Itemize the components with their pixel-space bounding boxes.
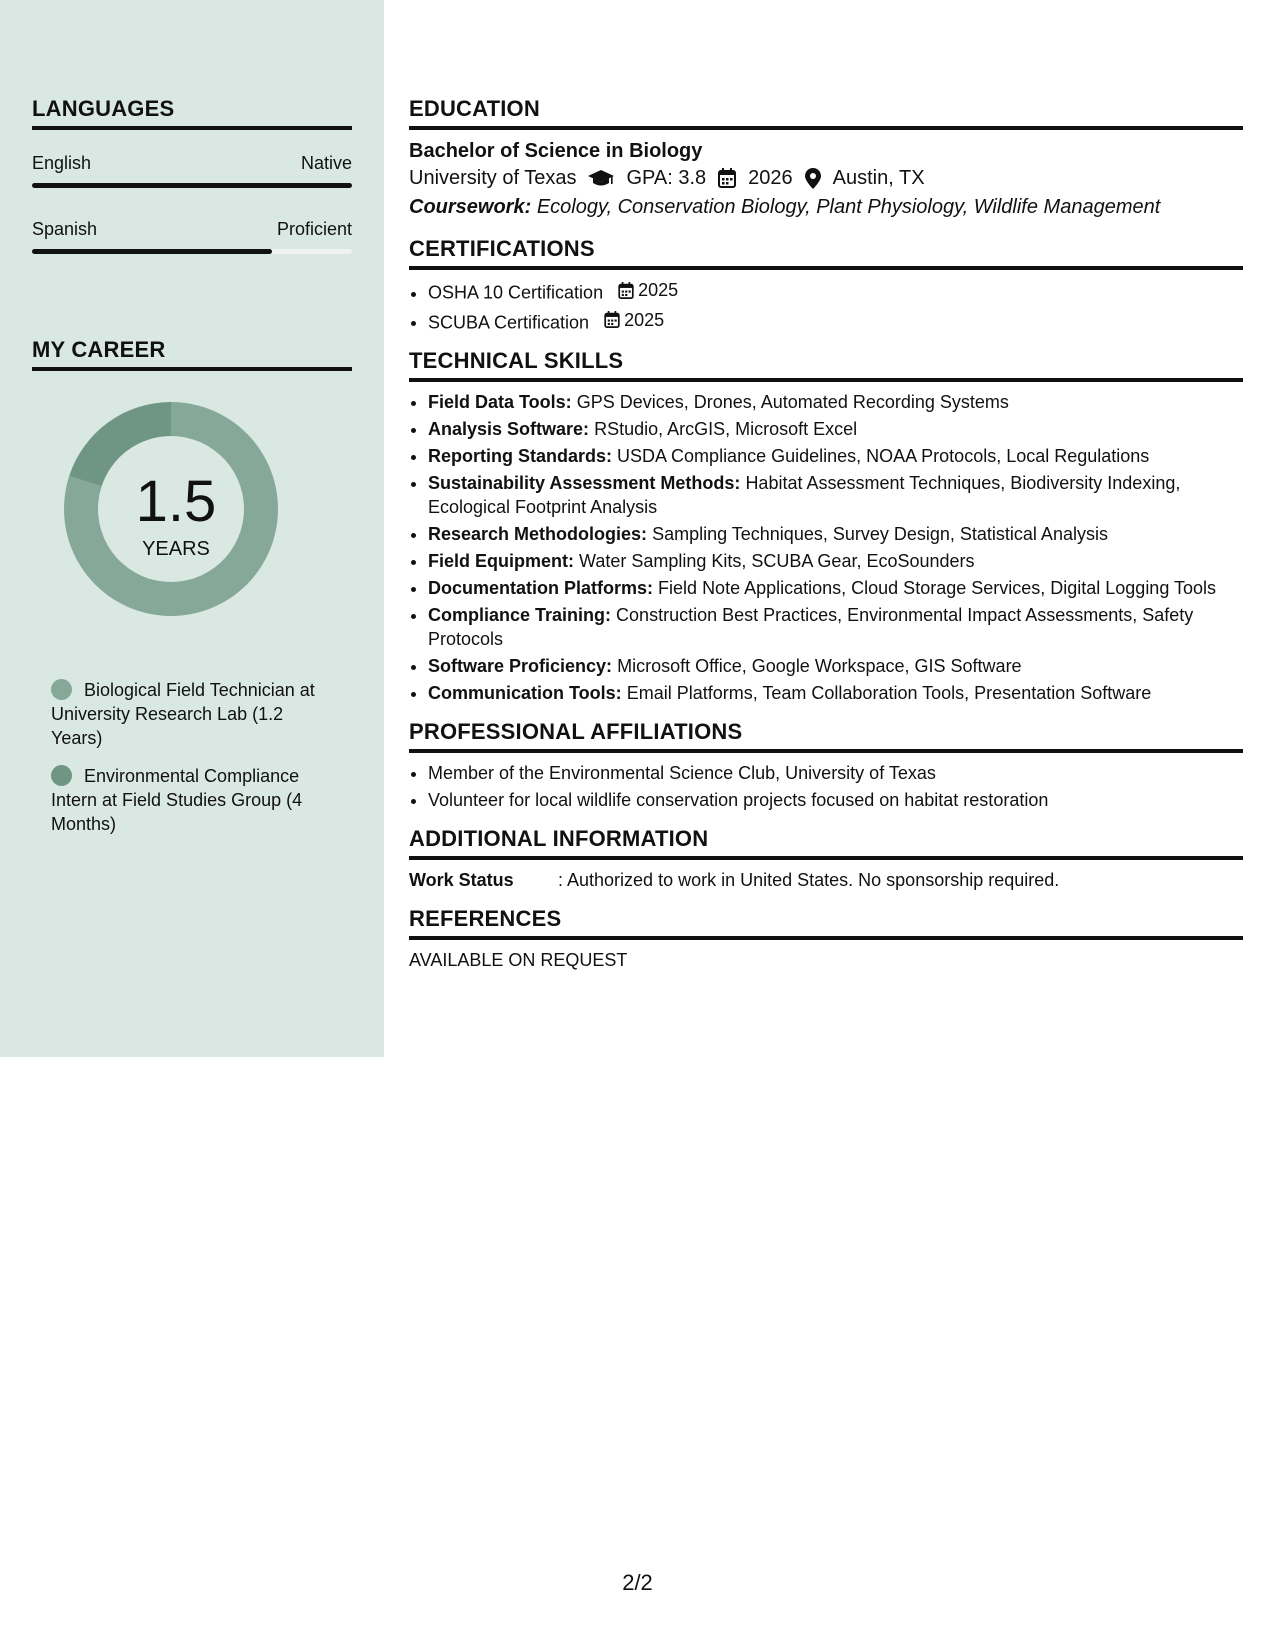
skill-item bbox=[428, 471, 1243, 519]
skill-category: Documentation Platforms: bbox=[428, 578, 654, 598]
additional-info-section bbox=[409, 826, 1243, 892]
career-legend-label: Biological Field Technician at University Research Lab (1.2 Years) bbox=[51, 680, 315, 748]
skill-item bbox=[428, 654, 1243, 678]
education-details bbox=[409, 164, 1243, 192]
page-number: 2/2 bbox=[622, 1570, 653, 1595]
legend-dot-icon bbox=[51, 765, 72, 786]
references-section bbox=[409, 906, 1243, 972]
legend-dot-icon bbox=[51, 679, 72, 700]
language-level: Proficient bbox=[276, 219, 352, 239]
skill-category: Field Equipment: bbox=[428, 551, 574, 571]
references-text: AVAILABLE ON REQUEST bbox=[409, 950, 628, 970]
career-legend-item bbox=[51, 764, 321, 836]
affiliation-item: • Volunteer for local wildlife conservation projects focused on habitat restoration bbox=[428, 788, 1243, 812]
languages-section bbox=[32, 96, 352, 254]
references-title: REFERENCES bbox=[409, 906, 1243, 940]
language-name: Spanish bbox=[32, 219, 98, 239]
degree-name: Bachelor of Science in Biology bbox=[409, 140, 703, 162]
language-proficiency-fill bbox=[32, 249, 272, 254]
technical-skills-section bbox=[409, 348, 1243, 705]
work-status-row bbox=[409, 868, 1243, 892]
certification-year: 2025 bbox=[638, 280, 679, 300]
calendar-icon bbox=[618, 282, 634, 299]
language-proficiency-fill bbox=[32, 183, 352, 188]
skill-values: Field Note Applications, Cloud Storage Services, Digital Logging Tools bbox=[658, 578, 1217, 598]
skill-values: Sampling Techniques, Survey Design, Statistical Analysis bbox=[652, 524, 1108, 544]
skill-item bbox=[428, 603, 1243, 651]
additional-info-title: ADDITIONAL INFORMATION bbox=[409, 826, 1243, 860]
skill-values: Water Sampling Kits, SCUBA Gear, EcoSounders bbox=[579, 551, 975, 571]
graduation-year: 2026 bbox=[748, 167, 793, 189]
coursework-list: Ecology, Conservation Biology, Plant Physiology, Wildlife Management bbox=[536, 196, 1161, 218]
skill-item bbox=[428, 576, 1243, 600]
education-section bbox=[409, 96, 1243, 222]
skill-values: GPS Devices, Drones, Automated Recording Systems bbox=[576, 392, 1009, 412]
career-donut bbox=[32, 401, 352, 651]
skill-category: Compliance Training: bbox=[428, 605, 612, 625]
calendar-icon bbox=[604, 311, 620, 328]
skill-category: Reporting Standards: bbox=[428, 446, 613, 466]
work-status-value: : Authorized to work in United States. No sponsorship required. bbox=[558, 870, 1060, 890]
skill-item bbox=[428, 549, 1243, 573]
career-legend-item bbox=[51, 678, 321, 750]
skill-item bbox=[428, 390, 1243, 414]
certification-item bbox=[428, 278, 1243, 305]
career-section bbox=[32, 337, 352, 836]
career-legend bbox=[32, 678, 352, 836]
certifications-section bbox=[409, 236, 1243, 334]
certification-year: 2025 bbox=[624, 309, 665, 330]
language-level: Native bbox=[300, 153, 352, 173]
location: Austin, TX bbox=[832, 167, 925, 189]
calendar-icon bbox=[718, 168, 736, 188]
certification-name: OSHA 10 Certification bbox=[428, 282, 604, 303]
affiliation-item: • Member of the Environmental Science Club, University of Texas bbox=[428, 761, 1243, 785]
graduation-cap-icon bbox=[588, 168, 614, 188]
career-legend-label: Environmental Compliance Intern at Field Studies Group (4 Months) bbox=[51, 766, 303, 834]
education-title: EDUCATION bbox=[409, 96, 1243, 130]
career-total-unit: YEARS bbox=[142, 538, 210, 560]
certification-item bbox=[428, 308, 1243, 335]
coursework bbox=[409, 192, 1243, 222]
skill-values: USDA Compliance Guidelines, NOAA Protocols, Local Regulations bbox=[617, 446, 1150, 466]
affiliations-title: PROFESSIONAL AFFILIATIONS bbox=[409, 719, 1243, 753]
skill-category: Software Proficiency: bbox=[428, 656, 613, 676]
skill-category: Analysis Software: bbox=[428, 419, 590, 439]
technical-skills-title: TECHNICAL SKILLS bbox=[409, 348, 1243, 382]
skill-category: Research Methodologies: bbox=[428, 524, 648, 544]
coursework-label: Coursework: bbox=[409, 196, 532, 218]
skill-item bbox=[428, 444, 1243, 468]
certifications-title: CERTIFICATIONS bbox=[409, 236, 1243, 270]
skill-item bbox=[428, 417, 1243, 441]
career-title: MY CAREER bbox=[32, 337, 352, 371]
location-pin-icon bbox=[805, 168, 821, 189]
languages-title: LANGUAGES bbox=[32, 96, 352, 130]
skill-values: Habitat Assessment Techniques, Biodiversity Indexing, Ecological Footprint Analysis bbox=[428, 473, 1181, 517]
language-proficiency-bar bbox=[32, 183, 352, 188]
skill-values: RStudio, ArcGIS, Microsoft Excel bbox=[594, 419, 858, 439]
skill-values: Email Platforms, Team Collaboration Tools, Presentation Software bbox=[626, 683, 1152, 703]
skill-category: Sustainability Assessment Methods: bbox=[428, 473, 741, 493]
affiliations-section bbox=[409, 719, 1243, 812]
career-total-value: 1.5 bbox=[135, 469, 217, 534]
skill-values: Microsoft Office, Google Workspace, GIS Software bbox=[617, 656, 1022, 676]
sidebar bbox=[0, 0, 384, 1057]
skill-item bbox=[428, 522, 1243, 546]
school-name: University of Texas bbox=[409, 167, 577, 189]
skill-category: Field Data Tools: bbox=[428, 392, 572, 412]
main-content bbox=[409, 96, 1243, 986]
language-item bbox=[32, 218, 352, 254]
gpa: GPA: 3.8 bbox=[626, 167, 707, 189]
certification-name: SCUBA Certification bbox=[428, 312, 590, 332]
skill-category: Communication Tools: bbox=[428, 683, 622, 703]
skill-item bbox=[428, 681, 1243, 705]
skill-values: Construction Best Practices, Environmental Impact Assessments, Safety Protocols bbox=[428, 605, 1194, 649]
language-proficiency-bar bbox=[32, 249, 352, 254]
technical-skills-list bbox=[409, 390, 1243, 705]
language-name: English bbox=[32, 153, 92, 173]
work-status-label: Work Status bbox=[409, 870, 514, 890]
language-item bbox=[32, 152, 352, 188]
